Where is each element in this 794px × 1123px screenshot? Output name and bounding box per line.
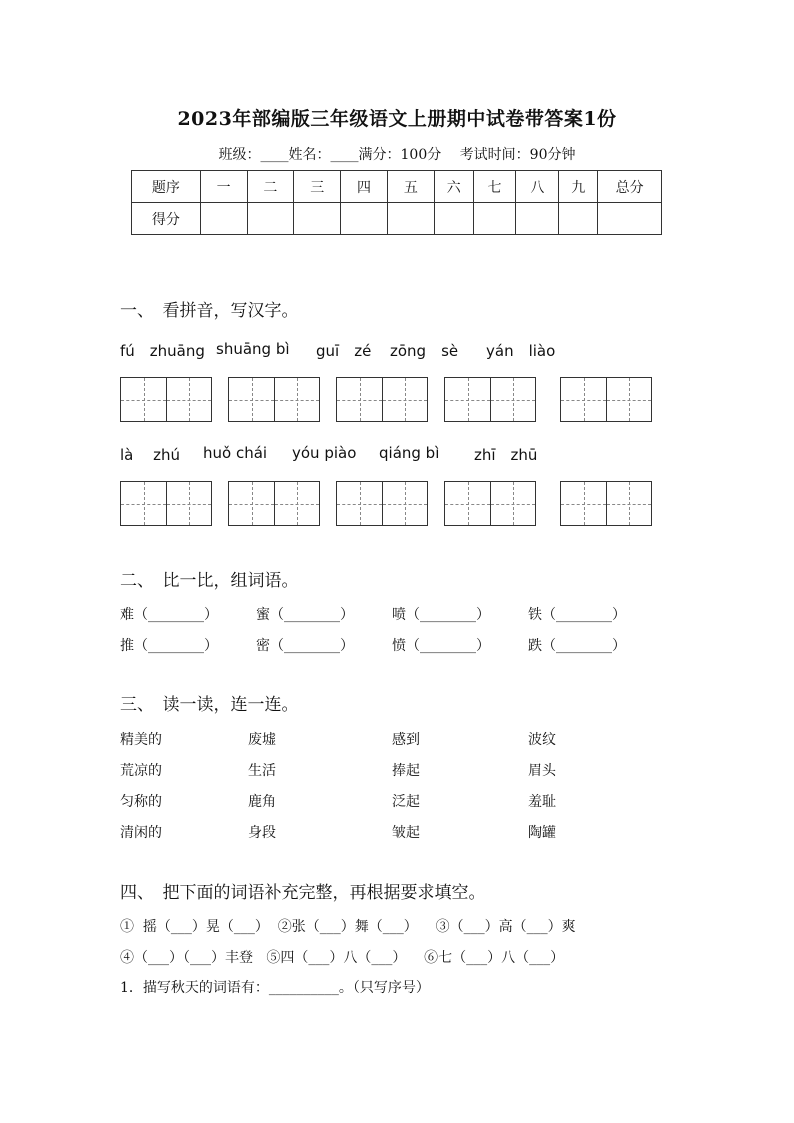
pinyin-label: yóu piào (292, 444, 357, 462)
compare-item: 喷（________） (392, 607, 490, 623)
score-header-cell: 七 (473, 171, 516, 203)
section-4-title: 四、 把下面的词语补充完整，再根据要求填空。 (120, 883, 486, 903)
writing-grid[interactable] (336, 377, 428, 422)
match-word[interactable]: 鹿角 (248, 794, 276, 810)
compare-item: 铁（________） (528, 607, 626, 623)
score-table-header-row (132, 171, 662, 203)
pinyin-label: guī zé (316, 342, 372, 360)
score-header-cell: 题序 (132, 171, 201, 203)
pinyin-label: là zhú (120, 446, 181, 464)
score-header-cell: 二 (247, 171, 294, 203)
score-cell[interactable] (387, 203, 434, 235)
compare-item: 难（________） (120, 607, 218, 623)
score-table (131, 170, 662, 235)
section-1-title: 一、 看拼音，写汉字。 (120, 301, 299, 321)
pinyin-label: yán liào (486, 342, 556, 360)
match-word[interactable]: 羞耻 (528, 794, 556, 810)
pinyin-label: zhī zhū (474, 446, 538, 464)
match-word[interactable]: 感到 (392, 732, 420, 748)
score-cell[interactable] (598, 203, 662, 235)
pinyin-label: qiáng bì (379, 444, 440, 462)
compare-item: 愤（________） (392, 638, 490, 654)
score-header-cell: 总分 (598, 171, 662, 203)
pinyin-label: shuāng bì (216, 340, 290, 358)
writing-grid[interactable] (120, 481, 212, 526)
writing-grid[interactable] (228, 481, 320, 526)
compare-item: 推（________） (120, 638, 218, 654)
match-word[interactable]: 废墟 (248, 732, 276, 748)
exam-info-line: 班级：____姓名：____满分：100分 考试时间：90分钟 (218, 147, 576, 163)
score-cell[interactable] (434, 203, 473, 235)
score-cell[interactable] (294, 203, 341, 235)
writing-grid[interactable] (444, 377, 536, 422)
match-word[interactable]: 眉头 (528, 763, 556, 779)
match-word[interactable]: 荒凉的 (120, 763, 162, 779)
idiom-line-2: ④（___）（___）丰登 ⑤四（___）八（___） ⑥七（___）八（___） (120, 950, 565, 966)
score-row-label: 得分 (132, 203, 201, 235)
writing-grid[interactable] (444, 481, 536, 526)
score-cell[interactable] (200, 203, 247, 235)
writing-grid[interactable] (336, 481, 428, 526)
match-word[interactable]: 精美的 (120, 732, 162, 748)
idiom-line-1: ① 摇（___）晃（___） ②张（___）舞（___） ③（___）高（___）爽 (120, 919, 576, 935)
score-header-cell: 五 (387, 171, 434, 203)
section-3-title: 三、 读一读，连一连。 (120, 695, 299, 715)
pinyin-label: fú zhuāng (120, 342, 205, 360)
match-word[interactable]: 陶罐 (528, 825, 556, 841)
match-word[interactable]: 匀称的 (120, 794, 162, 810)
match-word[interactable]: 泛起 (392, 794, 420, 810)
score-cell[interactable] (516, 203, 559, 235)
score-header-cell: 三 (294, 171, 341, 203)
compare-item: 蜜（________） (256, 607, 354, 623)
writing-grid[interactable] (228, 377, 320, 422)
match-word[interactable]: 清闲的 (120, 825, 162, 841)
score-header-cell: 八 (516, 171, 559, 203)
compare-item: 跌（________） (528, 638, 626, 654)
match-word[interactable]: 波纹 (528, 732, 556, 748)
writing-grid[interactable] (560, 481, 652, 526)
score-header-cell: 九 (559, 171, 598, 203)
pinyin-label: zōng sè (390, 342, 459, 360)
score-header-cell: 六 (434, 171, 473, 203)
match-word[interactable]: 皱起 (392, 825, 420, 841)
pinyin-label: huǒ chái (203, 444, 268, 462)
score-table-score-row (132, 203, 662, 235)
section-2-title: 二、 比一比，组词语。 (120, 571, 299, 591)
page-title: 2023年部编版三年级语文上册期中试卷带答案1份 (177, 108, 617, 130)
score-header-cell: 四 (341, 171, 388, 203)
question-1: 1．描写秋天的词语有：__________。（只写序号） (120, 980, 430, 996)
score-cell[interactable] (247, 203, 294, 235)
writing-grid[interactable] (560, 377, 652, 422)
writing-grid[interactable] (120, 377, 212, 422)
compare-item: 密（________） (256, 638, 354, 654)
score-header-cell: 一 (200, 171, 247, 203)
score-cell[interactable] (341, 203, 388, 235)
match-word[interactable]: 生活 (248, 763, 276, 779)
score-cell[interactable] (473, 203, 516, 235)
score-cell[interactable] (559, 203, 598, 235)
match-word[interactable]: 身段 (248, 825, 276, 841)
match-word[interactable]: 捧起 (392, 763, 420, 779)
